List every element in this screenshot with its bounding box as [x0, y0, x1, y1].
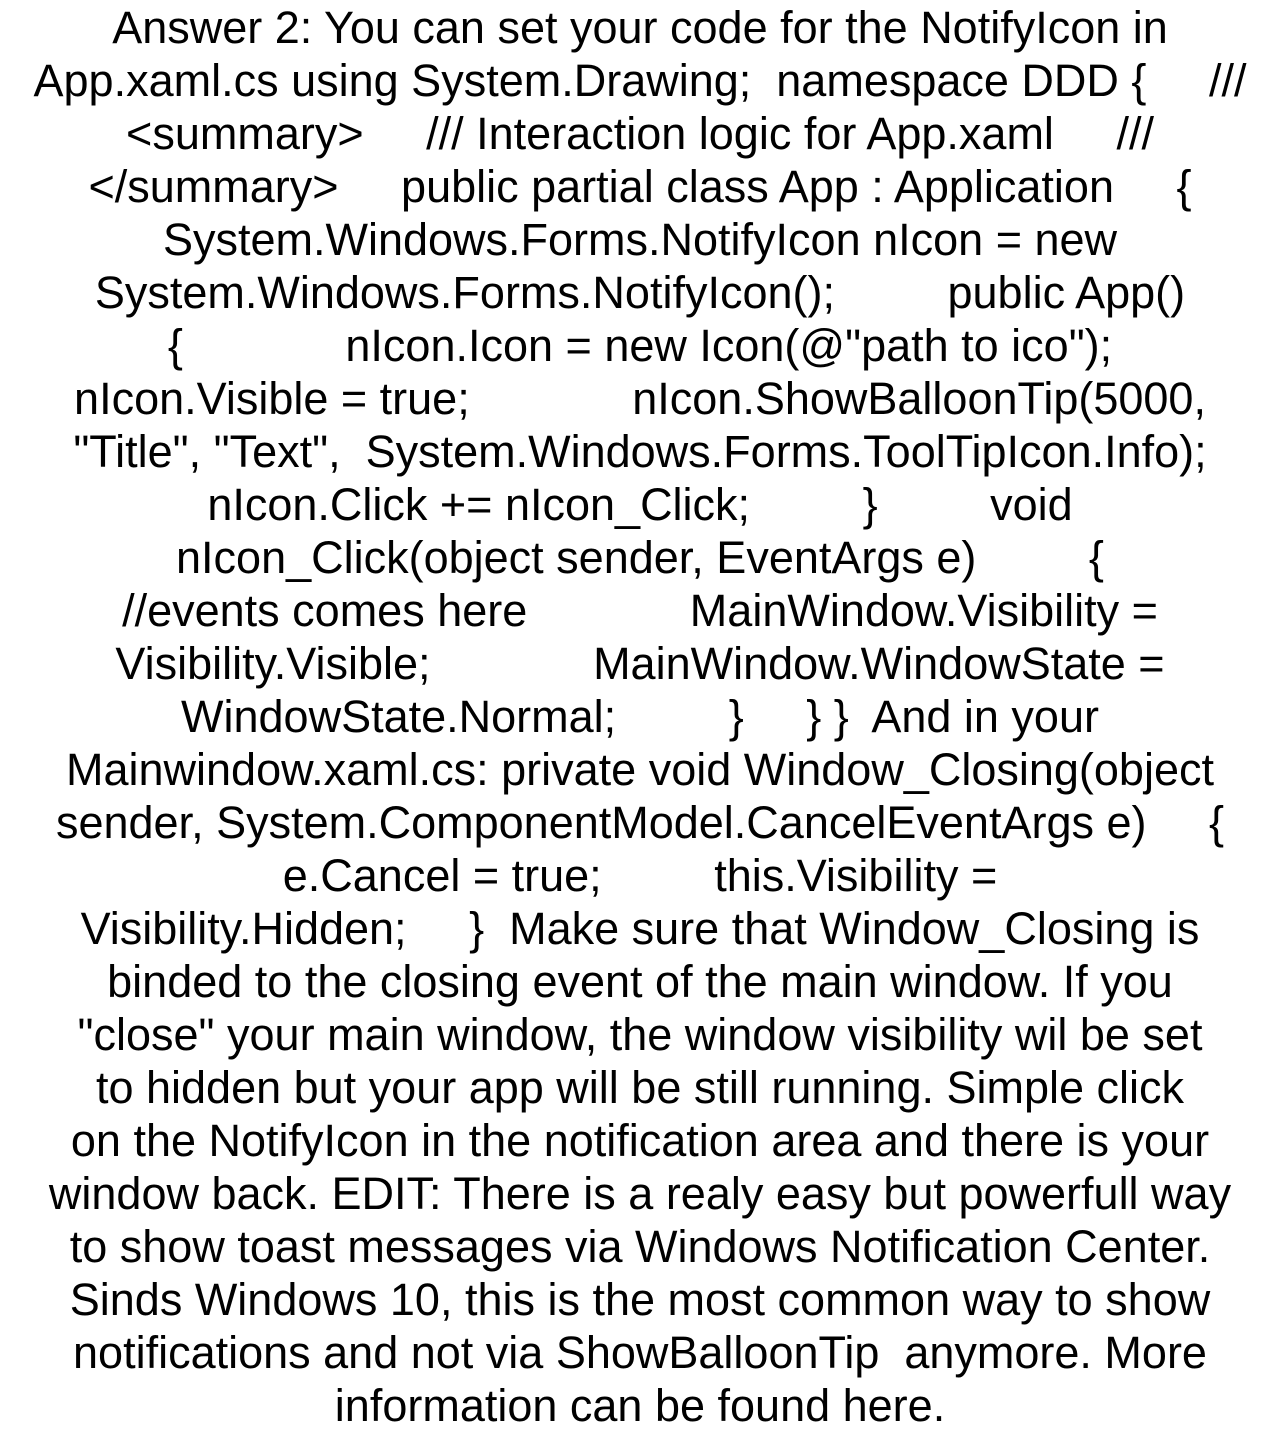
- text-line: //events comes here MainWindow.Visibility =: [122, 585, 1158, 636]
- text-line: Mainwindow.xaml.cs: private void Window_Closing(object: [66, 744, 1214, 795]
- text-line: System.Windows.Forms.NotifyIcon nIcon = new: [162, 214, 1118, 265]
- text-line: Sinds Windows 10, this is the most common way to show: [69, 1274, 1211, 1325]
- text-line: nIcon.Visible = true; nIcon.ShowBalloonTip(5000,: [74, 373, 1206, 424]
- text-line: to show toast messages via Windows Notification Center.: [69, 1221, 1211, 1272]
- text-line: Visibility.Hidden; } Make sure that Window_Closing is: [80, 903, 1200, 954]
- text-line: e.Cancel = true; this.Visibility =: [282, 850, 998, 901]
- text-line: System.Windows.Forms.NotifyIcon(); public App(): [94, 267, 1186, 318]
- text-line: nIcon.Click += nIcon_Click; } void: [207, 479, 1073, 530]
- text-line: </summary> public partial class App : Application {: [88, 161, 1192, 212]
- text-line: window back. EDIT: There is a realy easy but powerfull way: [48, 1168, 1232, 1219]
- text-line: "close" your main window, the window visibility wil be set: [77, 1009, 1203, 1060]
- text-line: sender, System.ComponentModel.CancelEventArgs e) {: [55, 797, 1225, 848]
- answer-text-block: [0, 1, 1280, 1432]
- text-line: { nIcon.Icon = new Icon(@"path to ico");: [167, 320, 1113, 371]
- text-line: "Title", "Text", System.Windows.Forms.ToolTipIcon.Info);: [73, 426, 1207, 477]
- text-line: App.xaml.cs using System.Drawing; namespace DDD { ///: [33, 55, 1247, 106]
- text-line: information can be found here.: [334, 1380, 946, 1431]
- text-line: nIcon_Click(object sender, EventArgs e) {: [176, 532, 1104, 583]
- text-line: on the NotifyIcon in the notification area and there is your: [70, 1115, 1210, 1166]
- text-line: to hidden but your app will be still running. Simple click: [95, 1062, 1185, 1113]
- text-line: notifications and not via ShowBalloonTip anymore. More: [73, 1327, 1207, 1378]
- text-line: binded to the closing event of the main window. If you: [107, 956, 1173, 1007]
- text-line: Visibility.Visible; MainWindow.WindowState =: [115, 638, 1165, 689]
- text-line: WindowState.Normal; } } } And in your: [181, 691, 1099, 742]
- text-line: Answer 2: You can set your code for the NotifyIcon in: [112, 2, 1168, 53]
- text-line: <summary> /// Interaction logic for App.xaml ///: [126, 108, 1154, 159]
